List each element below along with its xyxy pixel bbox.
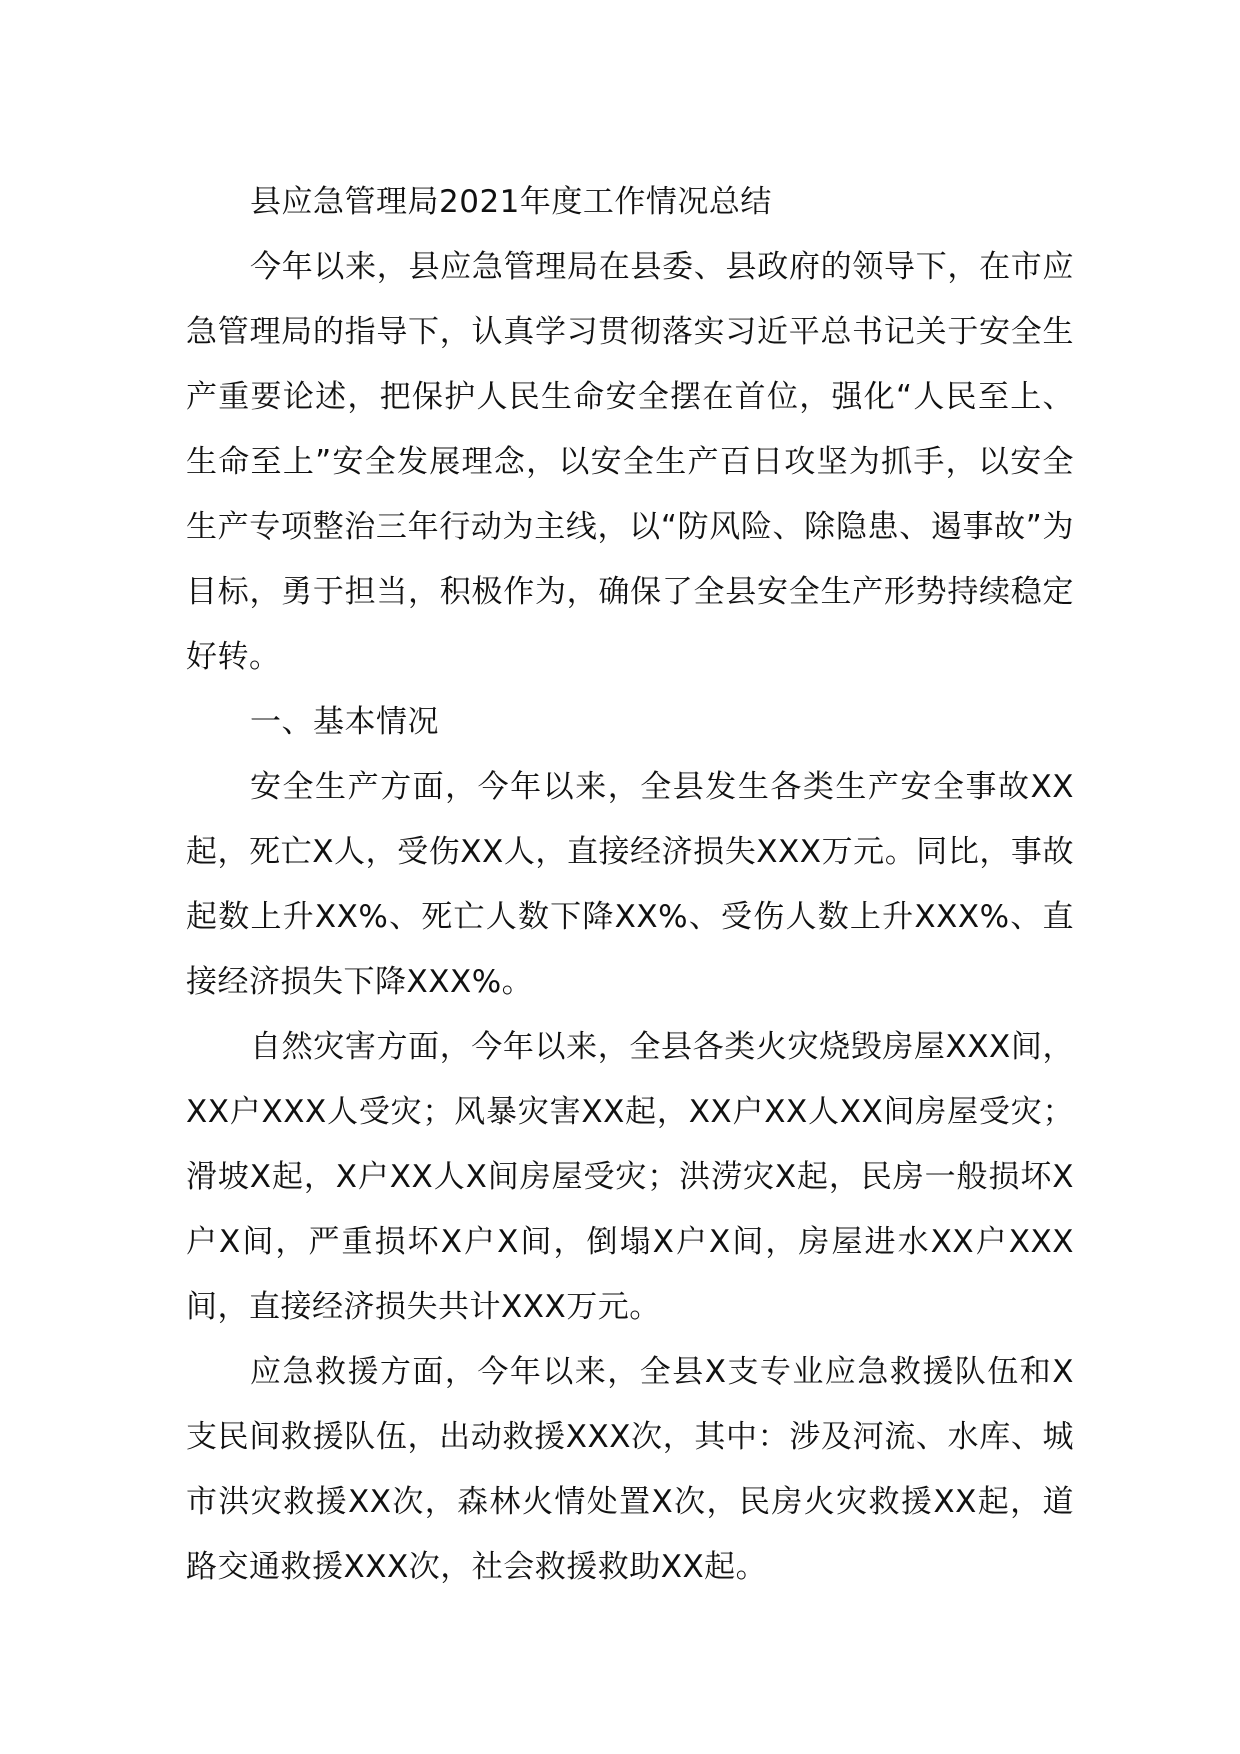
paragraph-emergency-rescue: 应急救援方面，今年以来，全县X支专业应急救援队伍和X支民间救援队伍，出动救援XXX次，其中：涉及河流、水库、城市洪灾救援XX次，森林火情处置X次，民房火灾救援XX起，道路交通救援XXX次，社会救援救助XX起。 — [186, 1354, 1074, 1585]
paragraph-natural-disasters: 自然灾害方面，今年以来，全县各类火灾烧毁房屋XXX间，XX户XXX人受灾；风暴灾害XX起，XX户XX人XX间房屋受灾；滑坡X起，X户XX人X间房屋受灾；洪涝灾X起，民房一般损坏X户X间，严重损坏X户X间，倒塌X户X间，房屋进水XX户XXX间，直接经济损失共计XXX万元。 — [186, 1029, 1074, 1325]
intro-paragraph: 今年以来，县应急管理局在县委、县政府的领导下，在市应急管理局的指导下，认真学习贯彻落实习近平总书记关于安全生产重要论述，把保护人民生命安全摆在首位，强化“人民至上、生命至上”安全发展理念，以安全生产百日攻坚为抓手，以安全生产专项整治三年行动为主线，以“防风险、除隐患、遏事故”为目标，勇于担当，积极作为，确保了全县安全生产形势持续稳定好转。 — [186, 249, 1074, 675]
document-body — [186, 170, 1074, 1600]
document-title: 县应急管理局2021年度工作情况总结 — [250, 184, 772, 220]
section-heading-basic-situation: 一、基本情况 — [250, 704, 439, 740]
paragraph-production-safety: 安全生产方面，今年以来，全县发生各类生产安全事故XX起，死亡X人，受伤XX人，直接经济损失XXX万元。同比，事故起数上升XX%、死亡人数下降XX%、受伤人数上升XXX%、直接经济损失下降XXX%。 — [186, 769, 1074, 1000]
